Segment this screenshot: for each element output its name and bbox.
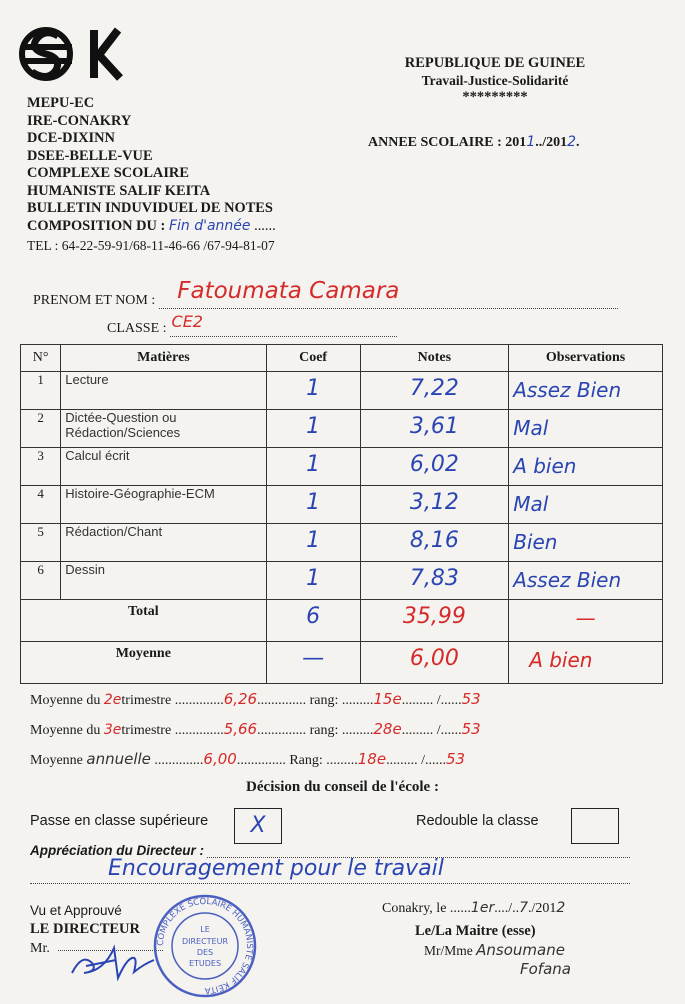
header-num: N° [21, 345, 61, 372]
row-observation: A bien [509, 448, 663, 486]
rang-value: 15e [373, 690, 402, 708]
row-note: 6,02 [360, 448, 509, 486]
row-subject: Dictée-Question ou Rédaction/Sciences [61, 410, 266, 448]
approved-label: Vu et Approuvé [30, 903, 122, 918]
row-observation: Assez Bien [509, 372, 663, 410]
pass-checkbox[interactable] [234, 808, 282, 844]
republic-title: REPUBLIQUE DE GUINEE [404, 55, 586, 71]
average-label-rest: trimestre [121, 723, 172, 738]
row-num: 6 [21, 562, 61, 600]
total-observation: — [509, 600, 663, 642]
grades-table [20, 344, 663, 684]
date-row: Conakry, le ......1er..../..7./2012 [382, 900, 566, 916]
date-year-prefix: 201 [535, 901, 557, 916]
name-label: PRENOM ET NOM : [33, 293, 156, 308]
rang-total: 53 [461, 690, 481, 708]
row-num: 1 [21, 372, 61, 410]
teacher-name-last: Fofana [520, 960, 571, 978]
stamp-line: ETUDES [188, 959, 222, 968]
date-month: 7 [519, 900, 529, 916]
header-line: BULLETIN INDUVIDUEL DE NOTES [27, 200, 273, 216]
class-row [107, 312, 397, 337]
repeat-checkbox[interactable] [571, 808, 619, 844]
row-observation: Assez Bien [509, 562, 663, 600]
average-label: Moyenne du [30, 723, 101, 738]
header-line: COMPLEXE SCOLAIRE [27, 165, 189, 181]
total-label: Total [21, 600, 267, 642]
average-period: 2e [103, 692, 122, 708]
name-line [159, 278, 618, 309]
republic-motto: Travail-Justice-Solidarité [421, 73, 569, 88]
rang-value: 28e [373, 720, 402, 738]
table-header-row [21, 345, 663, 372]
rang-label: rang: [309, 693, 339, 708]
average-label: Moyenne [30, 753, 83, 768]
row-subject: Calcul écrit [61, 448, 266, 486]
header-line: DCE-DIXINN [27, 130, 115, 146]
date-day: 1er [470, 900, 495, 916]
class-value: CE2 [171, 312, 203, 331]
average-label-rest: trimestre [121, 693, 172, 708]
composition-label: COMPOSITION DU : [27, 217, 166, 234]
average-row-annual: Moyenne annuelle ..............6,00.............. Rang: .........18e......... /......53 [30, 750, 466, 768]
moyenne-coef: — [266, 642, 360, 684]
moyenne-row [21, 642, 663, 684]
table-row [21, 448, 663, 486]
table-row [21, 410, 663, 448]
moyenne-observation: A bien [509, 642, 663, 684]
school-year [368, 134, 580, 151]
row-observation: Bien [509, 524, 663, 562]
school-info [27, 95, 276, 255]
total-row [21, 600, 663, 642]
average-label: Moyenne du [30, 693, 101, 708]
table-row [21, 372, 663, 410]
stamp-line: LE [200, 925, 210, 934]
stamp-line: DIRECTEUR [181, 937, 229, 946]
school-year-mid: ../201 [535, 135, 568, 150]
row-num: 4 [21, 486, 61, 524]
pass-check-mark: X [250, 813, 266, 838]
appreciation-value: Encouragement pour le travail [108, 856, 444, 881]
row-note: 7,83 [360, 562, 509, 600]
row-coef: 1 [266, 562, 360, 600]
row-coef: 1 [266, 448, 360, 486]
composition-line: COMPOSITION DU : Fin d'année ...... [27, 217, 276, 234]
row-observation: Mal [509, 486, 663, 524]
row-num: 3 [21, 448, 61, 486]
row-note: 7,22 [360, 372, 509, 410]
total-note: 35,99 [360, 600, 509, 642]
header-subject: Matières [61, 345, 266, 372]
school-year-end: . [576, 135, 580, 150]
stamp-ring-text: COMPLEXE SCOLAIRE HUMANISTE SALIF KEITA [155, 896, 255, 996]
row-note: 3,12 [360, 486, 509, 524]
header-line: HUMANISTE SALIF KEITA [27, 182, 211, 199]
row-subject: Dessin [61, 562, 266, 600]
stars-divider: ********* [462, 89, 528, 105]
rang-value: 18e [357, 750, 387, 768]
teacher-mr-label: Mr/Mme [424, 943, 473, 958]
student-name-row [33, 278, 618, 309]
rang-label: rang: [309, 723, 339, 738]
stamp-line: DES [196, 948, 214, 957]
header-observations: Observations [509, 345, 663, 372]
row-note: 3,61 [360, 410, 509, 448]
school-year-label: ANNEE SCOLAIRE : 201 [368, 135, 527, 150]
average-value: 5,66 [223, 720, 258, 738]
teacher-mr-row [424, 941, 565, 959]
director-mr-label: Mr. [30, 941, 50, 956]
header-line: MEPU-EC [27, 95, 95, 111]
row-coef: 1 [266, 486, 360, 524]
row-subject: Histoire-Géographie-ECM [61, 486, 266, 524]
moyenne-note: 6,00 [360, 642, 509, 684]
decision-title: Décision du conseil de l'école : [246, 779, 439, 795]
average-period: 3e [103, 722, 122, 738]
director-label: LE DIRECTEUR [30, 921, 140, 937]
row-subject: Lecture [61, 372, 266, 410]
table-row [21, 486, 663, 524]
row-observation: Mal [509, 410, 663, 448]
row-num: 5 [21, 524, 61, 562]
average-period: annuelle [86, 750, 151, 768]
school-year-digit: 2 [567, 134, 577, 150]
row-coef: 1 [266, 410, 360, 448]
row-num: 2 [21, 410, 61, 448]
director-stamp [150, 893, 260, 1004]
teacher-name-first: Ansoumane [476, 941, 565, 959]
table-row [21, 562, 663, 600]
total-coef: 6 [266, 600, 360, 642]
school-year-digit: 1 [526, 134, 536, 150]
appreciation-dotted-line [30, 883, 630, 884]
row-note: 8,16 [360, 524, 509, 562]
appreciation-value-row [30, 856, 630, 884]
moyenne-label: Moyenne [21, 642, 267, 684]
rang-total: 53 [445, 750, 466, 768]
appreciation-label: Appréciation du Directeur : [30, 843, 205, 858]
republic-header [360, 55, 630, 106]
place-label: Conakry, le [382, 901, 447, 916]
row-subject: Rédaction/Chant [61, 524, 266, 562]
header-line: IRE-CONAKRY [27, 112, 132, 129]
row-coef: 1 [266, 372, 360, 410]
rang-total: 53 [461, 720, 481, 738]
teacher-label: Le/La Maitre (esse) [415, 923, 536, 939]
class-line [170, 312, 397, 337]
repeat-label: Redouble la classe [416, 813, 539, 829]
phone-line: TEL : 64-22-59-91/68-11-46-66 /67-94-81-07 [27, 238, 275, 253]
average-value: 6,00 [203, 750, 237, 768]
header-coef: Coef [266, 345, 360, 372]
average-row-trimester-2: Moyenne du 2etrimestre ..............6,26.............. rang: .........15e......... /......53 [30, 690, 481, 708]
header-notes: Notes [360, 345, 509, 372]
average-row-trimester-3: Moyenne du 3etrimestre ..............5,66.............. rang: .........28e......... /......53 [30, 720, 481, 738]
student-name: Fatoumata Camara [177, 278, 400, 304]
date-year-digit: 2 [556, 900, 566, 916]
row-coef: 1 [266, 524, 360, 562]
rang-label: Rang: [289, 753, 323, 768]
average-value: 6,26 [223, 690, 258, 708]
table-row [21, 524, 663, 562]
composition-value: Fin d'année [168, 217, 251, 234]
school-logo [18, 18, 128, 93]
class-label: CLASSE : [107, 321, 167, 336]
pass-label: Passe en classe supérieure [30, 813, 209, 829]
header-line: DSEE-BELLE-VUE [27, 147, 153, 164]
